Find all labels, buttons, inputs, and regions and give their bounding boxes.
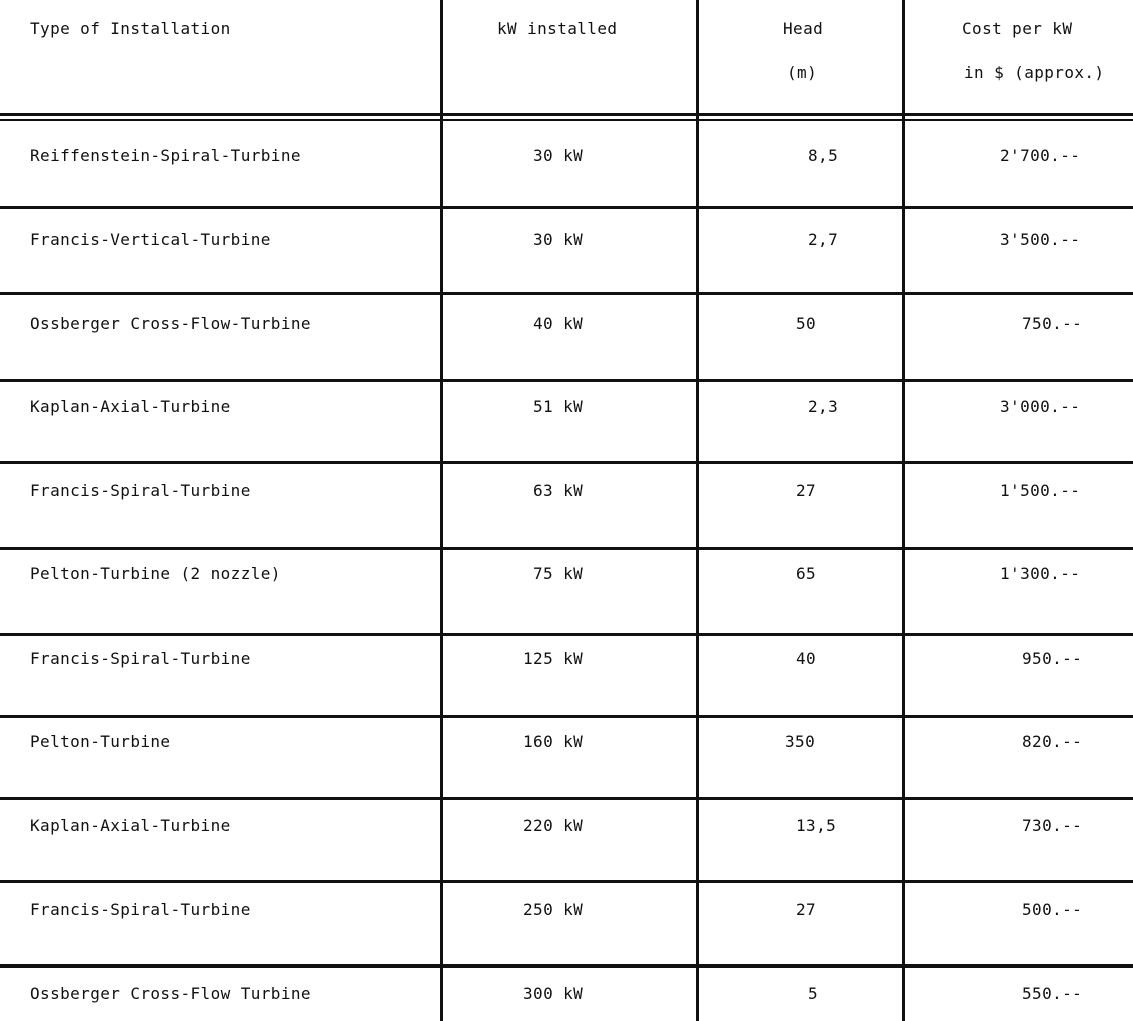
cell-cost: 730.-- — [1022, 816, 1083, 835]
cell-type: Ossberger Cross-Flow Turbine — [30, 984, 311, 1003]
header-divider — [0, 113, 1133, 116]
cell-cost: 750.-- — [1022, 314, 1083, 333]
header-type: Type of Installation — [30, 19, 231, 38]
cell-head: 350 — [785, 732, 816, 751]
cell-kw: 250 kW — [523, 900, 584, 919]
cell-type: Pelton-Turbine (2 nozzle) — [30, 564, 281, 583]
cell-type: Kaplan-Axial-Turbine — [30, 397, 231, 416]
cell-cost: 3'500.-- — [1000, 230, 1081, 249]
cell-kw: 30 kW — [533, 230, 584, 249]
cell-cost: 500.-- — [1022, 900, 1083, 919]
row-divider — [0, 880, 1133, 883]
cell-type: Ossberger Cross-Flow-Turbine — [30, 314, 311, 333]
row-divider — [0, 715, 1133, 718]
cell-head: 27 — [796, 481, 817, 500]
cell-type: Kaplan-Axial-Turbine — [30, 816, 231, 835]
row-divider — [0, 461, 1133, 464]
cell-cost: 950.-- — [1022, 649, 1083, 668]
cell-kw: 160 kW — [523, 732, 584, 751]
column-divider — [902, 0, 905, 1021]
cell-head: 2,7 — [808, 230, 839, 249]
cell-type: Francis-Vertical-Turbine — [30, 230, 271, 249]
row-divider — [0, 633, 1133, 636]
cell-cost: 1'300.-- — [1000, 564, 1081, 583]
header-head-unit: (m) — [787, 63, 818, 82]
row-divider — [0, 379, 1133, 382]
header-cost-unit: in $ (approx.) — [964, 63, 1105, 82]
cell-cost: 1'500.-- — [1000, 481, 1081, 500]
cell-kw: 51 kW — [533, 397, 584, 416]
column-divider — [696, 0, 699, 1021]
cell-cost: 820.-- — [1022, 732, 1083, 751]
cell-kw: 63 kW — [533, 481, 584, 500]
cell-head: 65 — [796, 564, 817, 583]
cell-type: Pelton-Turbine — [30, 732, 171, 751]
cell-head: 13,5 — [796, 816, 837, 835]
cell-type: Francis-Spiral-Turbine — [30, 900, 251, 919]
cell-cost: 3'000.-- — [1000, 397, 1081, 416]
cell-head: 40 — [796, 649, 817, 668]
column-divider — [440, 0, 443, 1021]
row-divider — [0, 964, 1133, 968]
row-divider — [0, 547, 1133, 550]
cell-kw: 300 kW — [523, 984, 584, 1003]
header-kw-installed: kW installed — [497, 19, 618, 38]
cell-kw: 220 kW — [523, 816, 584, 835]
header-divider — [0, 119, 1133, 121]
cell-type: Francis-Spiral-Turbine — [30, 481, 251, 500]
cell-head: 50 — [796, 314, 817, 333]
cell-kw: 30 kW — [533, 146, 584, 165]
cell-type: Reiffenstein-Spiral-Turbine — [30, 146, 301, 165]
cell-kw: 40 kW — [533, 314, 584, 333]
row-divider — [0, 292, 1133, 295]
cell-head: 8,5 — [808, 146, 839, 165]
cell-cost: 550.-- — [1022, 984, 1083, 1003]
row-divider — [0, 206, 1133, 209]
header-head: Head — [783, 19, 824, 38]
cell-head: 27 — [796, 900, 817, 919]
cell-type: Francis-Spiral-Turbine — [30, 649, 251, 668]
row-divider — [0, 797, 1133, 800]
cell-head: 5 — [808, 984, 819, 1003]
header-cost: Cost per kW — [962, 19, 1073, 38]
cell-head: 2,3 — [808, 397, 839, 416]
cell-kw: 75 kW — [533, 564, 584, 583]
cell-cost: 2'700.-- — [1000, 146, 1081, 165]
cell-kw: 125 kW — [523, 649, 584, 668]
